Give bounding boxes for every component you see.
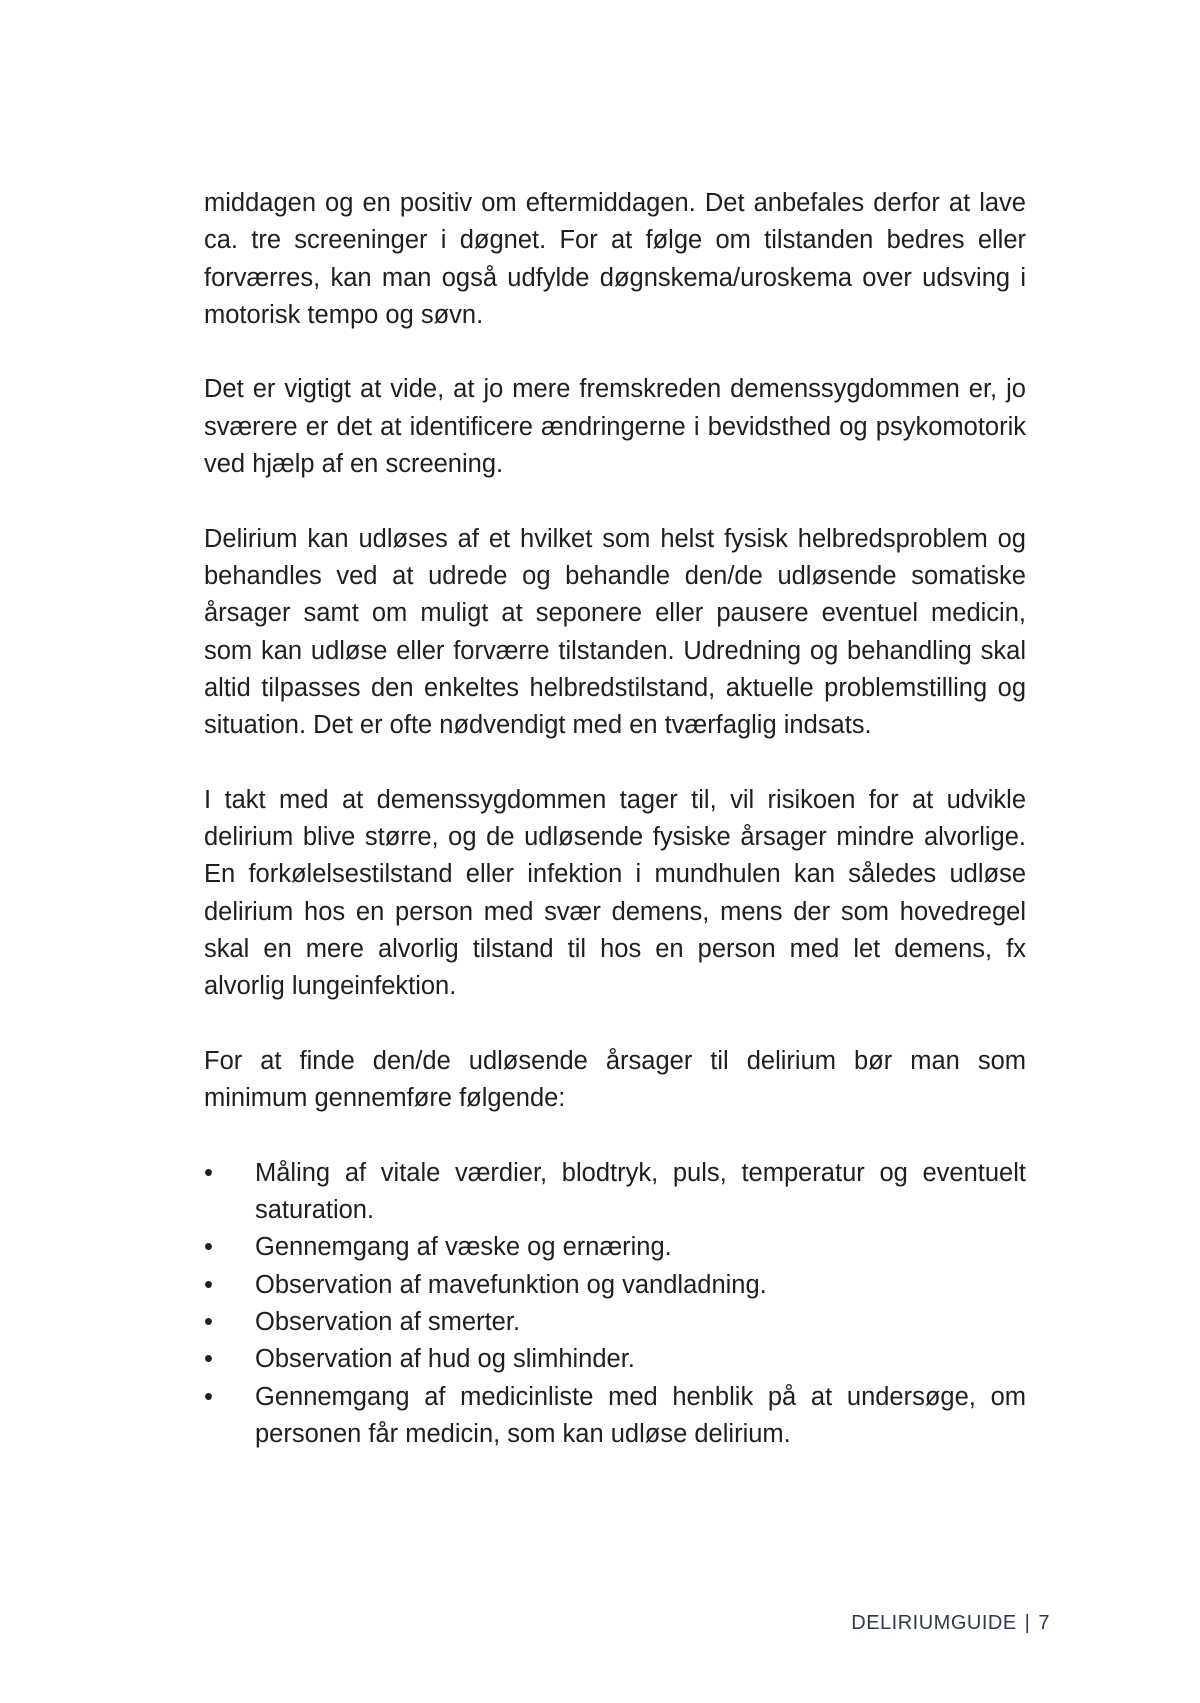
guide-name: DELIRIUMGUIDE	[851, 1612, 1017, 1634]
bullet-marker: •	[204, 1270, 213, 1299]
paragraph-2: Det er vigtigt at vide, at jo mere fremskreden demenssygdommen er, jo sværere er det at identificere ændringerne i bevidsthed og psykomotorik ved hjælp af en screening.	[204, 375, 1026, 479]
bullet-marker: •	[204, 1345, 213, 1374]
list-item-text: Gennemgang af væske og ernæring.	[255, 1233, 672, 1262]
paragraph-4: I takt med at demenssygdommen tager til, vil risikoen for at udvikle delirium blive større, og de udløsende fysiske årsager mindre alvorlige. En forkølelsestilstand eller infektion i mundhulen kan således udløse delirium hos en person med svær demens, mens der som hovedregel skal en mere alvorlig tilstand til hos en person med let demens, fx alvorlig lungeinfektion.	[204, 785, 1026, 1001]
list-item-text: Måling af vitale værdier, blodtryk, puls, temperatur og eventuelt saturation.	[255, 1158, 1026, 1225]
list-item-text: Observation af hud og slimhinder.	[255, 1345, 635, 1374]
list-item-text: Observation af smerter.	[255, 1307, 521, 1336]
page-footer	[851, 1612, 1050, 1635]
bullet-marker: •	[204, 1307, 213, 1336]
list-item	[204, 1341, 1026, 1378]
list-item	[204, 1379, 1026, 1454]
footer-separator: |	[1024, 1612, 1031, 1634]
list-item-text: Observation af mavefunktion og vandladning.	[255, 1270, 767, 1299]
list-item	[204, 1267, 1026, 1304]
body-text	[204, 185, 1026, 1453]
bullet-list	[204, 1155, 1026, 1453]
page-number: 7	[1038, 1612, 1050, 1634]
paragraph-3: Delirium kan udløses af et hvilket som helst fysisk helbredsproblem og behandles ved at udrede og behandle den/de udløsende somatiske årsager samt om muligt at seponere eller pausere eventuel medicin, som kan udløse eller forværre tilstanden. Udredning og behandling skal altid tilpasses den enkeltes helbredstilstand, aktuelle problemstilling og situation. Det er ofte nødvendigt med en tværfaglig indsats.	[204, 524, 1026, 740]
list-item-text: Gennemgang af medicinliste med henblik på at undersøge, om personen får medicin, som kan udløse delirium.	[255, 1382, 1026, 1448]
paragraph-5: For at finde den/de udløsende årsager til delirium bør man som minimum gennemføre følgende:	[204, 1046, 1026, 1113]
bullet-marker: •	[204, 1233, 213, 1262]
list-item	[204, 1229, 1026, 1266]
paragraph-1: middagen og en positiv om eftermiddagen. Det anbefales derfor at lave ca. tre screeninger i døgnet. For at følge om tilstanden bedres eller forværres, kan man også udfylde døgnskema/uroskema over udsving i motorisk tempo og søvn.	[204, 189, 1026, 329]
list-item	[204, 1155, 1026, 1230]
bullet-marker: •	[204, 1158, 213, 1187]
bullet-marker: •	[204, 1382, 213, 1411]
list-item	[204, 1304, 1026, 1341]
